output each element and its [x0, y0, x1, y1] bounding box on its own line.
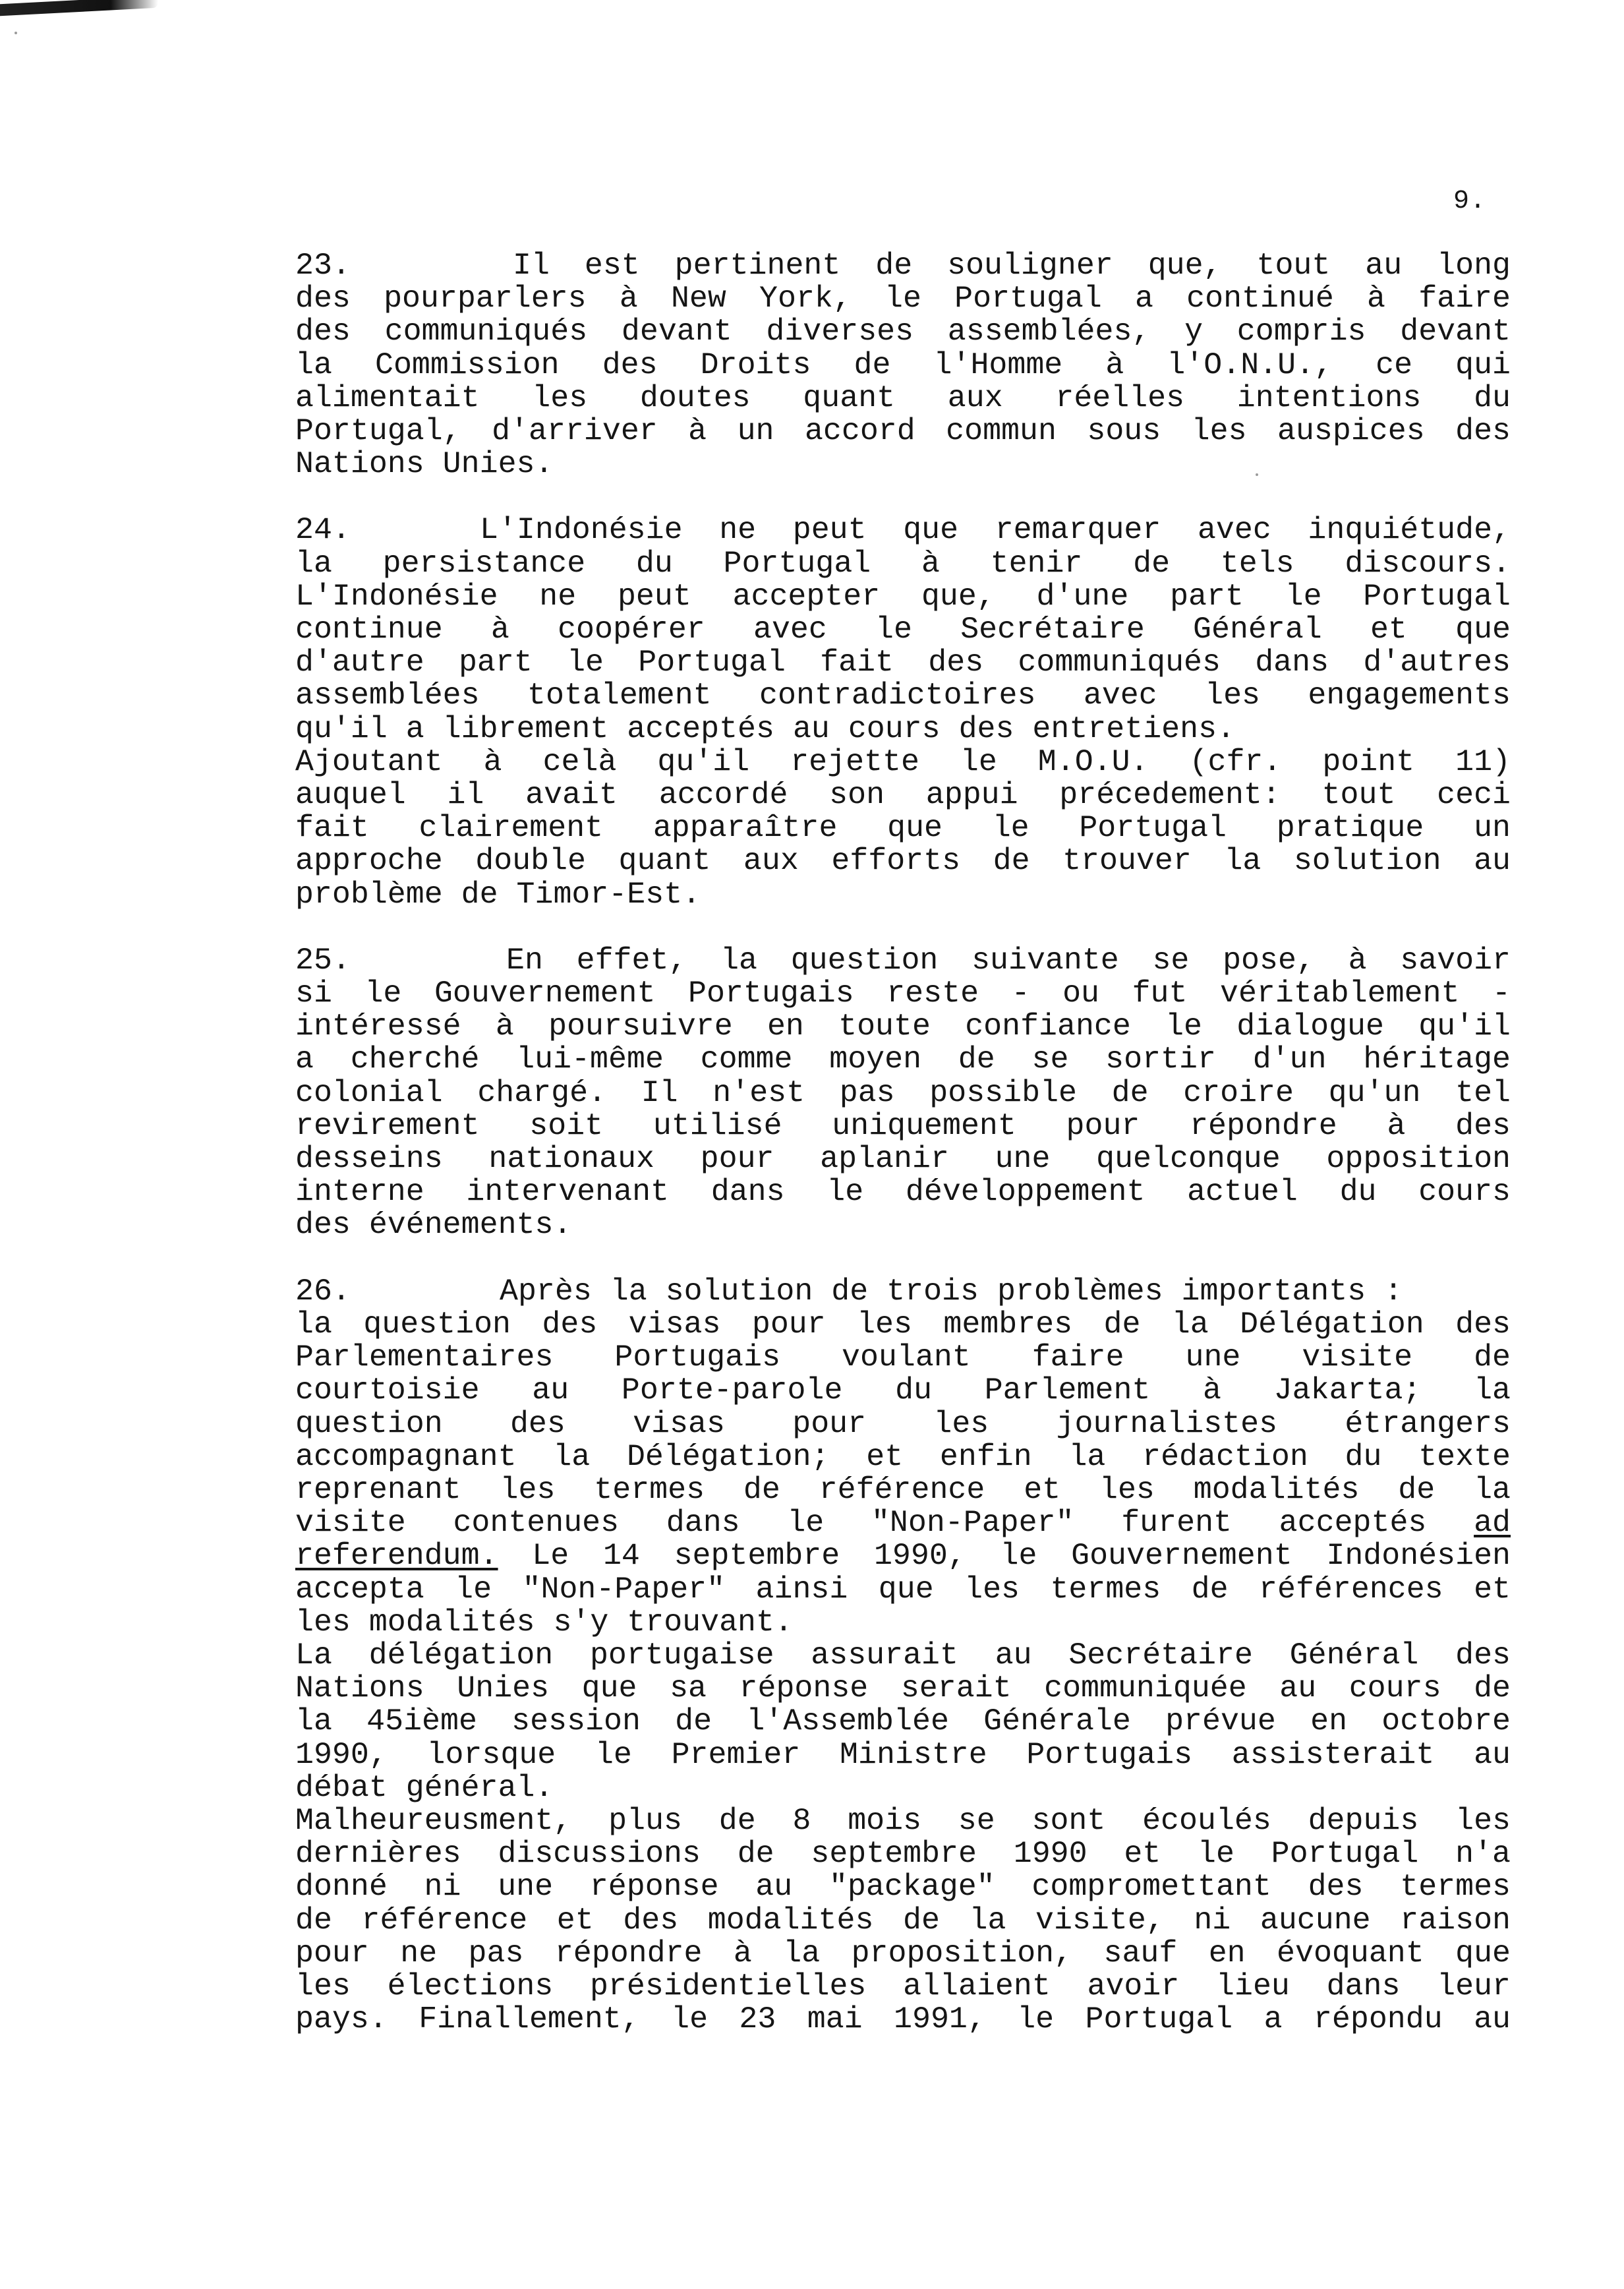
paragraph-line: 26. Après la solution de trois problèmes importants :	[295, 1273, 1403, 1309]
paragraph-line: Nations Unies.	[295, 446, 554, 482]
paragraph-line: accompagnant la Délégation; et enfin la rédaction du texte	[295, 1439, 1511, 1474]
paragraph-line: des événements.	[295, 1207, 572, 1243]
paragraph-line: des communiqués devant diverses assemblées, y compris devant	[295, 314, 1511, 349]
paragraph-line: des pourparlers à New York, le Portugal a continué à faire	[295, 281, 1511, 316]
paragraph-line: Portugal, d'arriver à un accord commun sous les auspices des	[295, 413, 1511, 449]
paragraph-number: 23.	[295, 248, 351, 283]
paragraph-line: La délégation portugaise assurait au Secrétaire Général des	[295, 1637, 1511, 1673]
paragraph-line: reprenant les termes de référence et les modalités de la	[295, 1472, 1511, 1507]
paragraph-line: revirement soit utilisé uniquement pour répondre à des	[295, 1108, 1511, 1143]
paragraph-line: la 45ième session de l'Assemblée Générale prévue en octobre	[295, 1704, 1511, 1739]
paragraph-line: courtoisie au Porte-parole du Parlement à Jakarta; la	[295, 1373, 1511, 1408]
paragraph-line: approche double quant aux efforts de trouver la solution au	[295, 843, 1511, 879]
paragraph-line: auquel il avait accordé son appui précedement: tout ceci	[295, 777, 1511, 813]
paragraph-line: dernières discussions de septembre 1990 et le Portugal n'a	[295, 1836, 1511, 1872]
paragraph-line: débat général.	[295, 1769, 554, 1805]
paragraph-line: la question des visas pour les membres de la Délégation des	[295, 1306, 1511, 1342]
document-body	[295, 249, 1511, 2069]
paragraph-line: la persistance du Portugal à tenir de tels discours.	[295, 545, 1511, 581]
paragraph-line: 23. Il est pertinent de souligner que, tout au long	[295, 248, 1511, 283]
paragraph-line: fait clairement apparaître que le Portugal pratique un	[295, 810, 1511, 846]
paragraph-line: Parlementaires Portugais voulant faire une visite de	[295, 1340, 1511, 1375]
paragraph-line: les modalités s'y trouvant.	[295, 1604, 793, 1640]
paragraph-24	[295, 514, 1511, 910]
paragraph-line: a cherché lui-même comme moyen de se sortir d'un héritage	[295, 1042, 1511, 1077]
paragraph-line: d'autre part le Portugal fait des communiqués dans d'autres	[295, 645, 1511, 680]
paragraph-line: qu'il a librement acceptés au cours des entretiens.	[295, 711, 1236, 746]
scan-edge-mark	[0, 0, 158, 16]
paragraph-line: desseins nationaux pour aplanir une quelconque opposition	[295, 1141, 1511, 1177]
paragraph-23	[295, 249, 1511, 481]
paragraph-line: Ajoutant à celà qu'il rejette le M.O.U. (cfr. point 11)	[295, 744, 1511, 779]
paragraph-line: problème de Timor-Est.	[295, 876, 701, 912]
scan-speck	[14, 32, 17, 34]
paragraph-line: alimentait les doutes quant aux réelles intentions du	[295, 380, 1511, 415]
paragraph-line: accepta le "Non-Paper" ainsi que les termes de références et	[295, 1571, 1511, 1607]
paragraph-line: colonial chargé. Il n'est pas possible de croire qu'un tel	[295, 1075, 1511, 1110]
paragraph-number: 24.	[295, 512, 351, 548]
paragraph-line: donné ni une réponse au "package" compromettant des termes	[295, 1869, 1511, 1905]
paragraph-line: les élections présidentielles allaient avoir lieu dans leur	[295, 1968, 1511, 2004]
page-number: 9.	[1453, 187, 1487, 216]
paragraph-number: 25.	[295, 942, 351, 978]
paragraph-line: continue à coopérer avec le Secrétaire Général et que	[295, 612, 1511, 647]
paragraph-26	[295, 1275, 1511, 2036]
paragraph-number: 26.	[295, 1273, 351, 1309]
paragraph-line: si le Gouvernement Portugais reste - ou fut véritablement -	[295, 976, 1511, 1011]
paragraph-line: interne intervenant dans le développement actuel du cours	[295, 1174, 1511, 1210]
paragraph-line: visite contenues dans le "Non-Paper" furent acceptés ad	[295, 1505, 1511, 1541]
paragraph-line: Nations Unies que sa réponse serait communiquée au cours de	[295, 1671, 1511, 1706]
paragraph-line: referendum. Le 14 septembre 1990, le Gouvernement Indonésien	[295, 1538, 1511, 1574]
paragraph-line: la Commission des Droits de l'Homme à l'O.N.U., ce qui	[295, 347, 1511, 382]
paragraph-line: assemblées totalement contradictoires avec les engagements	[295, 678, 1511, 713]
paragraph-line: 1990, lorsque le Premier Ministre Portugais assisterait au	[295, 1737, 1511, 1772]
paragraph-line: L'Indonésie ne peut accepter que, d'une part le Portugal	[295, 578, 1511, 614]
paragraph-line: Malheureusment, plus de 8 mois se sont écoulés depuis les	[295, 1802, 1511, 1838]
paragraph-line: de référence et des modalités de la visite, ni aucune raison	[295, 1902, 1511, 1938]
paragraph-line: 24. L'Indonésie ne peut que remarquer avec inquiétude,	[295, 512, 1511, 548]
paragraph-line: pays. Finallement, le 23 mai 1991, le Portugal a répondu au	[295, 2002, 1511, 2037]
paragraph-line: pour ne pas répondre à la proposition, sauf en évoquant que	[295, 1935, 1511, 1971]
paragraph-line: 25. En effet, la question suivante se pose, à savoir	[295, 942, 1511, 978]
paragraph-25	[295, 944, 1511, 1242]
paragraph-line: question des visas pour les journalistes étrangers	[295, 1406, 1511, 1441]
paragraph-line: intéressé à poursuivre en toute confiance le dialogue qu'il	[295, 1009, 1511, 1044]
